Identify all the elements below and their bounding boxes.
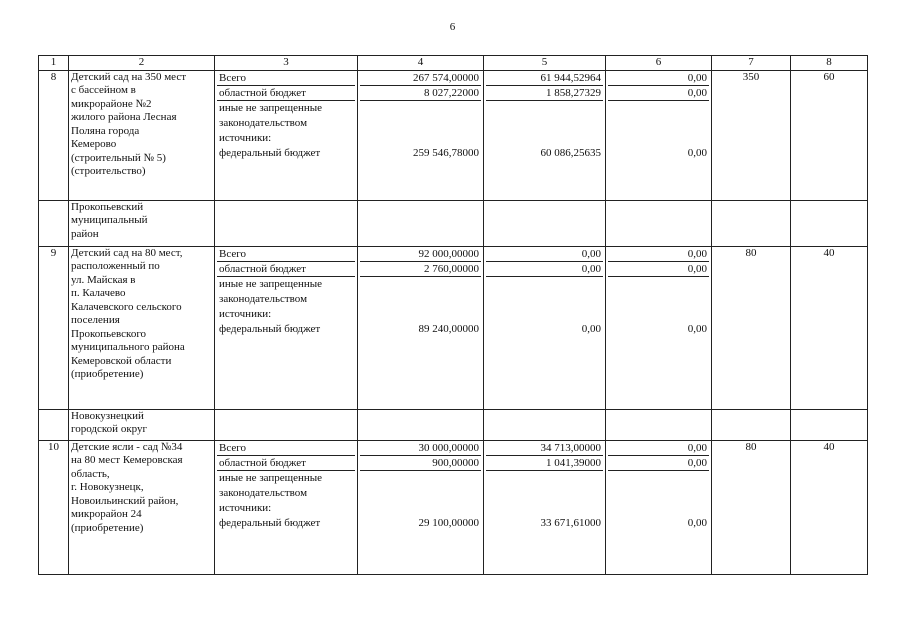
amount-column (484, 246, 606, 409)
name-line: п. Калачево (71, 287, 126, 299)
table-row (39, 70, 868, 200)
name-line: (приобретение) (71, 521, 144, 534)
amount-column (358, 440, 484, 574)
source-other-label: источники: (219, 307, 272, 320)
column-header: 3 (215, 56, 358, 71)
name-line: (строительство) (71, 165, 146, 177)
name-line: Новоильинский район, (71, 494, 179, 507)
name-line: поселения (71, 314, 120, 326)
section-row (39, 200, 868, 246)
name-line: Кемерово (71, 138, 117, 150)
amount-column (484, 70, 606, 200)
amount-regional: 1 041,39000 (486, 456, 603, 471)
column-header: 1 (39, 56, 69, 71)
amount-regional: 8 027,22000 (360, 86, 481, 101)
name-line: муниципального района (71, 341, 185, 353)
amount-total: 61 944,52964 (486, 71, 603, 86)
amount-column (358, 246, 484, 409)
amount-federal: 33 671,61000 (540, 516, 601, 529)
amount-total: 0,00 (608, 247, 709, 262)
amount-total: 34 713,00000 (486, 441, 603, 456)
name-line: Детский сад на 350 мест (71, 70, 187, 83)
amount-column (606, 440, 712, 574)
column-8-value: 40 (791, 440, 868, 574)
name-line: ул. Майская в (71, 273, 136, 286)
name-line: г. Новокузнецк, (71, 481, 144, 493)
row-number: 9 (39, 246, 69, 409)
name-line: микрорайон 24 (71, 508, 142, 520)
object-name (69, 70, 215, 200)
section-row (39, 409, 868, 440)
amount-total: 0,00 (486, 247, 603, 262)
source-regional-label: областной бюджет (217, 86, 355, 101)
name-line: с бассейном в (71, 84, 136, 96)
funding-sources (215, 246, 358, 409)
amount-regional: 0,00 (608, 86, 709, 101)
name-line: (приобретение) (71, 368, 144, 380)
column-header: 6 (606, 56, 712, 71)
column-8-value: 40 (791, 246, 868, 409)
source-regional-label: областной бюджет (217, 456, 355, 471)
amount-total: 0,00 (608, 71, 709, 86)
row-number: 8 (39, 70, 69, 200)
column-8-value: 60 (791, 70, 868, 200)
amount-total: 92 000,00000 (360, 247, 481, 262)
source-other-label: законодательством (219, 486, 308, 499)
section-line: муниципальный (71, 214, 148, 226)
amount-federal: 29 100,00000 (418, 516, 479, 529)
column-header: 5 (484, 56, 606, 71)
name-line: на 80 мест Кемеровская (71, 454, 183, 466)
object-name (69, 246, 215, 409)
name-line: микрорайоне №2 (71, 97, 152, 110)
name-line: Кемеровской области (71, 354, 172, 367)
source-total-label: Всего (217, 441, 355, 456)
section-line: район (71, 227, 99, 240)
source-federal-label: федеральный бюджет (219, 322, 321, 335)
amount-federal: 0,00 (687, 146, 707, 159)
amount-federal: 0,00 (687, 322, 707, 335)
table-row (39, 246, 868, 409)
amount-column (484, 440, 606, 574)
amount-federal: 0,00 (687, 516, 707, 529)
source-federal-label: федеральный бюджет (219, 516, 321, 529)
header-row (39, 56, 868, 71)
amount-federal: 0,00 (581, 322, 601, 335)
amount-column (606, 246, 712, 409)
section-title (69, 409, 215, 440)
amount-regional: 1 858,27329 (486, 86, 603, 101)
page-number: 6 (449, 21, 456, 33)
section-line: Прокопьевский (71, 200, 144, 213)
name-line: расположенный по (71, 260, 160, 272)
name-line: Детские ясли - сад №34 (71, 440, 183, 453)
name-line: Поляна города (71, 124, 140, 137)
name-line: Прокопьевского (71, 327, 147, 340)
amount-regional: 0,00 (486, 262, 603, 277)
amount-total: 0,00 (608, 441, 709, 456)
amount-column (358, 70, 484, 200)
amount-total: 30 000,00000 (360, 441, 481, 456)
amount-regional: 900,00000 (360, 456, 481, 471)
name-line: Детский сад на 80 мест, (71, 246, 183, 259)
amount-federal: 60 086,25635 (540, 146, 601, 159)
amount-total: 267 574,00000 (360, 71, 481, 86)
source-other-label: законодательством (219, 116, 308, 129)
amount-regional: 0,00 (608, 456, 709, 471)
column-header: 4 (358, 56, 484, 71)
name-line: жилого района Лесная (71, 111, 177, 123)
column-header: 7 (712, 56, 791, 71)
source-total-label: Всего (217, 71, 355, 86)
name-line: область, (71, 467, 110, 480)
table-row (39, 440, 868, 574)
capacity-value: 80 (712, 440, 791, 574)
amount-regional: 2 760,00000 (360, 262, 481, 277)
source-other-label: источники: (219, 501, 272, 514)
amount-federal: 89 240,00000 (418, 322, 479, 335)
object-name (69, 440, 215, 574)
source-other-label: иные не запрещенные (219, 101, 323, 114)
source-regional-label: областной бюджет (217, 262, 355, 277)
section-title (69, 200, 215, 246)
column-header: 8 (791, 56, 868, 71)
source-other-label: законодательством (219, 292, 308, 305)
source-other-label: иные не запрещенные (219, 471, 323, 484)
amount-column (606, 70, 712, 200)
source-federal-label: федеральный бюджет (219, 146, 321, 159)
name-line: (строительный № 5) (71, 151, 166, 164)
column-header: 2 (69, 56, 215, 71)
source-other-label: иные не запрещенные (219, 277, 323, 290)
row-number: 10 (39, 440, 69, 574)
name-line: Калачевского сельского (71, 300, 182, 313)
budget-table (38, 55, 868, 575)
capacity-value: 350 (712, 70, 791, 200)
amount-federal: 259 546,78000 (413, 146, 479, 159)
source-other-label: источники: (219, 131, 272, 144)
capacity-value: 80 (712, 246, 791, 409)
section-line: Новокузнецкий (71, 409, 144, 422)
funding-sources (215, 440, 358, 574)
amount-regional: 0,00 (608, 262, 709, 277)
funding-sources (215, 70, 358, 200)
section-line: городской округ (71, 423, 148, 435)
source-total-label: Всего (217, 247, 355, 262)
